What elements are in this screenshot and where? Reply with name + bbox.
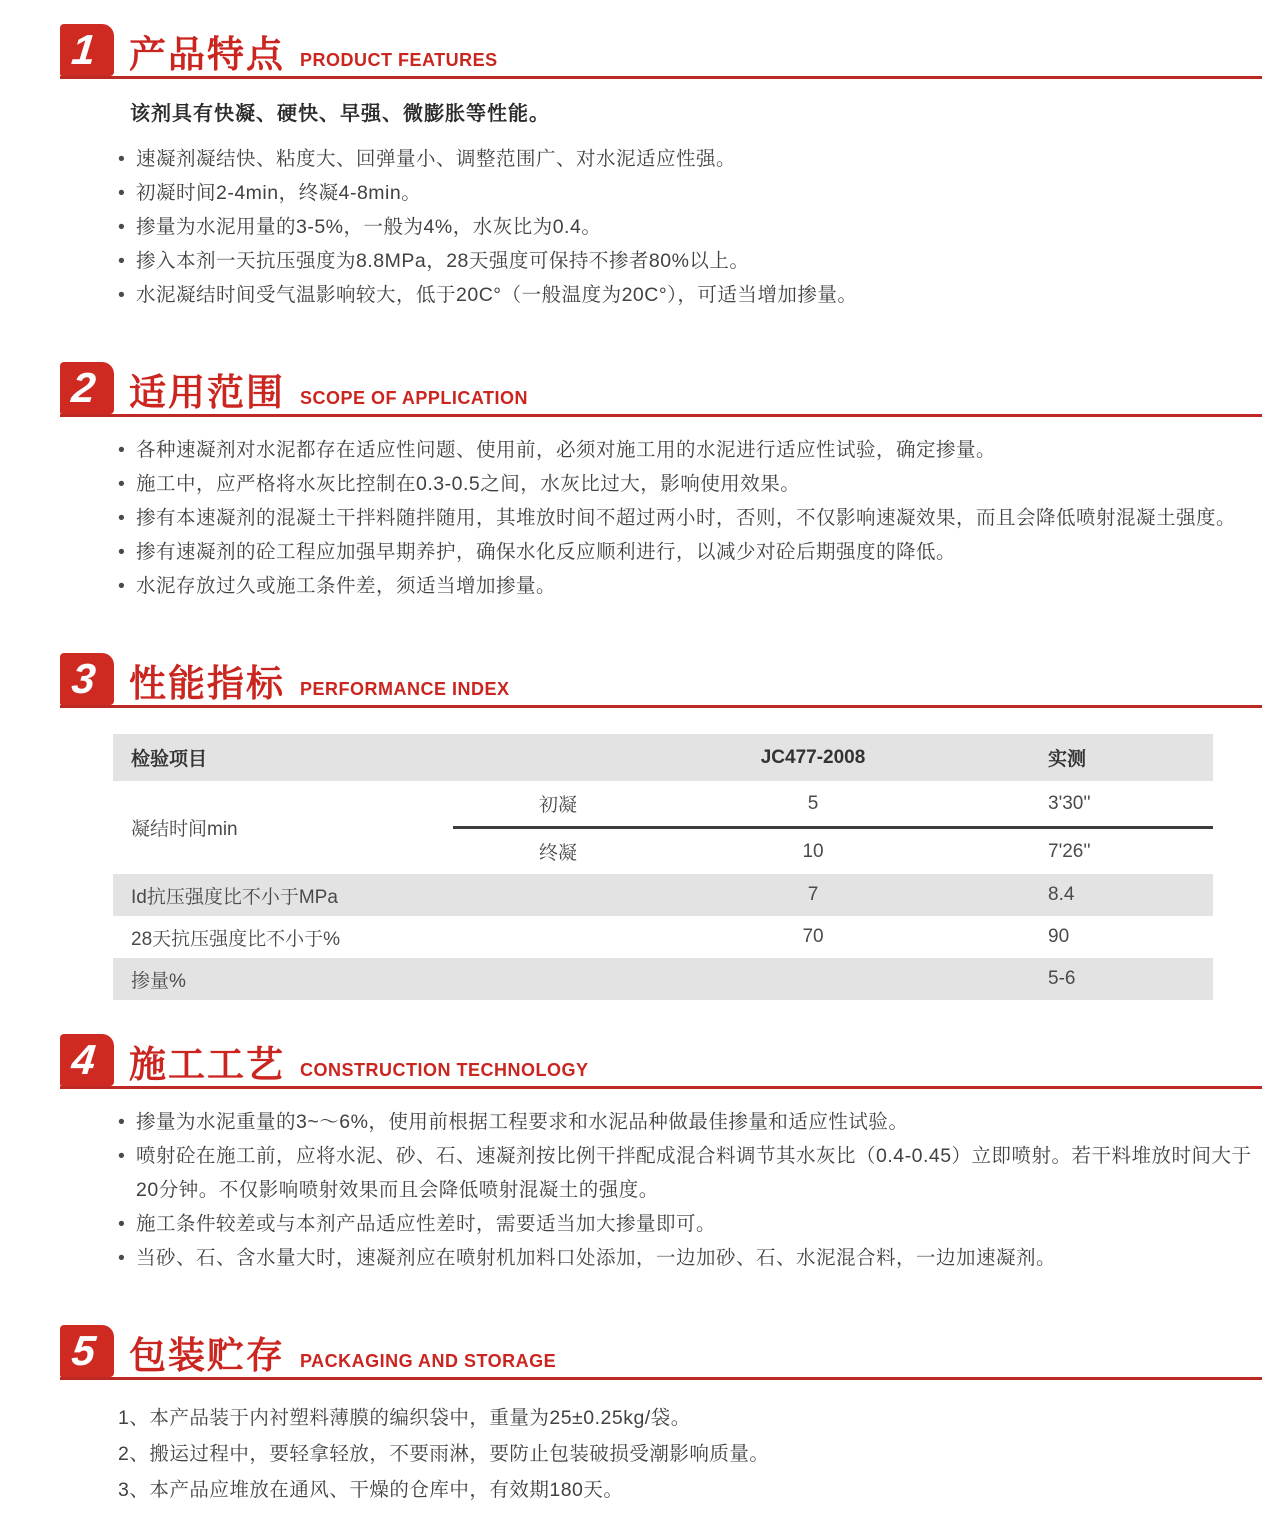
bullet-item: • 水泥存放过久或施工条件差，须适当增加掺量。 <box>118 569 1262 603</box>
section-3-number: 3 <box>69 655 99 702</box>
numbered-item: 2、搬运过程中，要轻拿轻放，不要雨淋，要防止包装破损受潮影响质量。 <box>118 1443 770 1465</box>
col-header-item: 检验项目 <box>113 734 663 781</box>
table-header-row <box>113 734 1213 781</box>
section-5-subtitle: PACKAGING AND STORAGE <box>300 1351 557 1371</box>
bullet-item: • 喷射砼在施工前，应将水泥、砂、石、速凝剂按比例干拌配成混合料调节其水灰比（0.4-0.45）立即喷射。若干料堆放时间大于20分钟。不仅影响喷射效果而且会降低喷射混凝土的强度。 <box>118 1139 1262 1207</box>
cell-initial-standard: 5 <box>663 781 963 828</box>
section-2-subtitle: SCOPE OF APPLICATION <box>300 388 529 408</box>
bullet-item: • 速凝剂凝结快、粘度大、回弹量小、调整范围广、对水泥适应性强。 <box>118 142 1262 176</box>
section-3-header <box>60 653 1262 708</box>
bullet-item: • 掺有速凝剂的砼工程应加强早期养护，确保水化反应顺利进行，以减少对砼后期强度的降低。 <box>118 535 1262 569</box>
bullet-item: • 掺量为水泥用量的3-5%，一般为4%，水灰比为0.4。 <box>118 210 1262 244</box>
section-4-subtitle: CONSTRUCTION TECHNOLOGY <box>300 1060 589 1080</box>
bullet-item: • 施工中，应严格将水灰比控制在0.3-0.5之间，水灰比过大，影响使用效果。 <box>118 467 1262 501</box>
table-row <box>113 781 1213 828</box>
cell-final-label: 终凝 <box>453 828 663 875</box>
section-3-title: 性能指标 <box>129 663 285 704</box>
performance-table <box>113 734 1213 1000</box>
cell-28d-strength-measured: 90 <box>963 916 1213 958</box>
section-5-number-badge <box>60 1325 114 1377</box>
bullet-item: • 掺有本速凝剂的混凝土干拌料随拌随用，其堆放时间不超过两小时，否则，不仅影响速凝效果，而且会降低喷射混凝土强度。 <box>118 501 1262 535</box>
section-scope-of-application <box>60 362 1262 603</box>
bullet-item: • 当砂、石、含水量大时，速凝剂应在喷射机加料口处添加，一边加砂、石、水泥混合料，一边加速凝剂。 <box>118 1241 1262 1275</box>
cell-1d-strength-label: Id抗压强度比不小于MPa <box>113 874 663 916</box>
section-3-number-badge <box>60 653 114 705</box>
cell-28d-strength-label: 28天抗压强度比不小于% <box>113 916 663 958</box>
section-2-header <box>60 362 1262 417</box>
section-2-title: 适用范围 <box>129 372 285 413</box>
section-5-header <box>60 1325 1262 1380</box>
bullet-item: • 水泥凝结时间受气温影响较大，低于20C°（一般温度为20C°），可适当增加掺量。 <box>118 278 1262 312</box>
section-1-number-badge <box>60 24 114 76</box>
section-1-header <box>60 24 1262 79</box>
table-row <box>113 958 1213 1000</box>
cell-dosage-standard <box>663 958 963 1000</box>
section-1-bullet-list <box>60 142 1262 312</box>
section-2-number-badge <box>60 362 114 414</box>
section-5-title: 包装贮存 <box>129 1335 285 1376</box>
section-packaging-storage <box>60 1325 1262 1508</box>
cell-1d-strength-standard: 7 <box>663 874 963 916</box>
cell-initial-measured: 3'30'' <box>963 781 1213 828</box>
section-4-number-badge <box>60 1034 114 1086</box>
section-2-bullet-list <box>60 433 1262 603</box>
numbered-item: 1、本产品装于内衬塑料薄膜的编织袋中，重量为25±0.25kg/袋。 <box>118 1407 691 1429</box>
section-3-subtitle: PERFORMANCE INDEX <box>300 679 510 699</box>
bullet-item: • 施工条件较差或与本剂产品适应性差时，需要适当加大掺量即可。 <box>118 1207 1262 1241</box>
numbered-item: 3、本产品应堆放在通风、干燥的仓库中，有效期180天。 <box>118 1479 624 1501</box>
section-construction-technology <box>60 1034 1262 1275</box>
section-1-subtitle: PRODUCT FEATURES <box>300 50 498 70</box>
col-header-standard: JC477-2008 <box>663 734 963 781</box>
bullet-item: • 掺入本剂一天抗压强度为8.8MPa，28天强度可保持不掺者80%以上。 <box>118 244 1262 278</box>
section-4-title: 施工工艺 <box>129 1044 285 1085</box>
cell-dosage-label: 掺量% <box>113 958 663 1000</box>
bullet-item: • 各种速凝剂对水泥都存在适应性问题、使用前，必须对施工用的水泥进行适应性试验，确定掺量。 <box>118 433 1262 467</box>
bullet-item: • 掺量为水泥重量的3~～6%，使用前根据工程要求和水泥品种做最佳掺量和适应性试验。 <box>118 1105 1262 1139</box>
section-4-header <box>60 1034 1262 1089</box>
section-performance-index <box>60 653 1262 1000</box>
bullet-item: • 初凝时间2-4min，终凝4-8min。 <box>118 176 1262 210</box>
section-5-item-list <box>60 1400 1262 1508</box>
section-4-bullet-list <box>60 1105 1262 1275</box>
section-2-number: 2 <box>69 364 99 411</box>
cell-final-measured: 7'26'' <box>963 828 1213 875</box>
cell-initial-label: 初凝 <box>453 781 663 828</box>
col-header-measured: 实测 <box>963 734 1213 781</box>
section-4-number: 4 <box>69 1036 99 1083</box>
section-1-intro: 该剂具有快凝、硬快、早强、微膨胀等性能。 <box>130 103 550 125</box>
section-5-number: 5 <box>69 1327 99 1374</box>
cell-28d-strength-standard: 70 <box>663 916 963 958</box>
section-1-number: 1 <box>69 26 99 73</box>
section-product-features <box>60 24 1262 312</box>
section-1-title: 产品特点 <box>129 34 285 75</box>
cell-1d-strength-measured: 8.4 <box>963 874 1213 916</box>
cell-setting-time-label: 凝结时间min <box>113 781 453 874</box>
cell-final-standard: 10 <box>663 828 963 875</box>
table-row <box>113 916 1213 958</box>
table-row <box>113 874 1213 916</box>
cell-dosage-measured: 5-6 <box>963 958 1213 1000</box>
